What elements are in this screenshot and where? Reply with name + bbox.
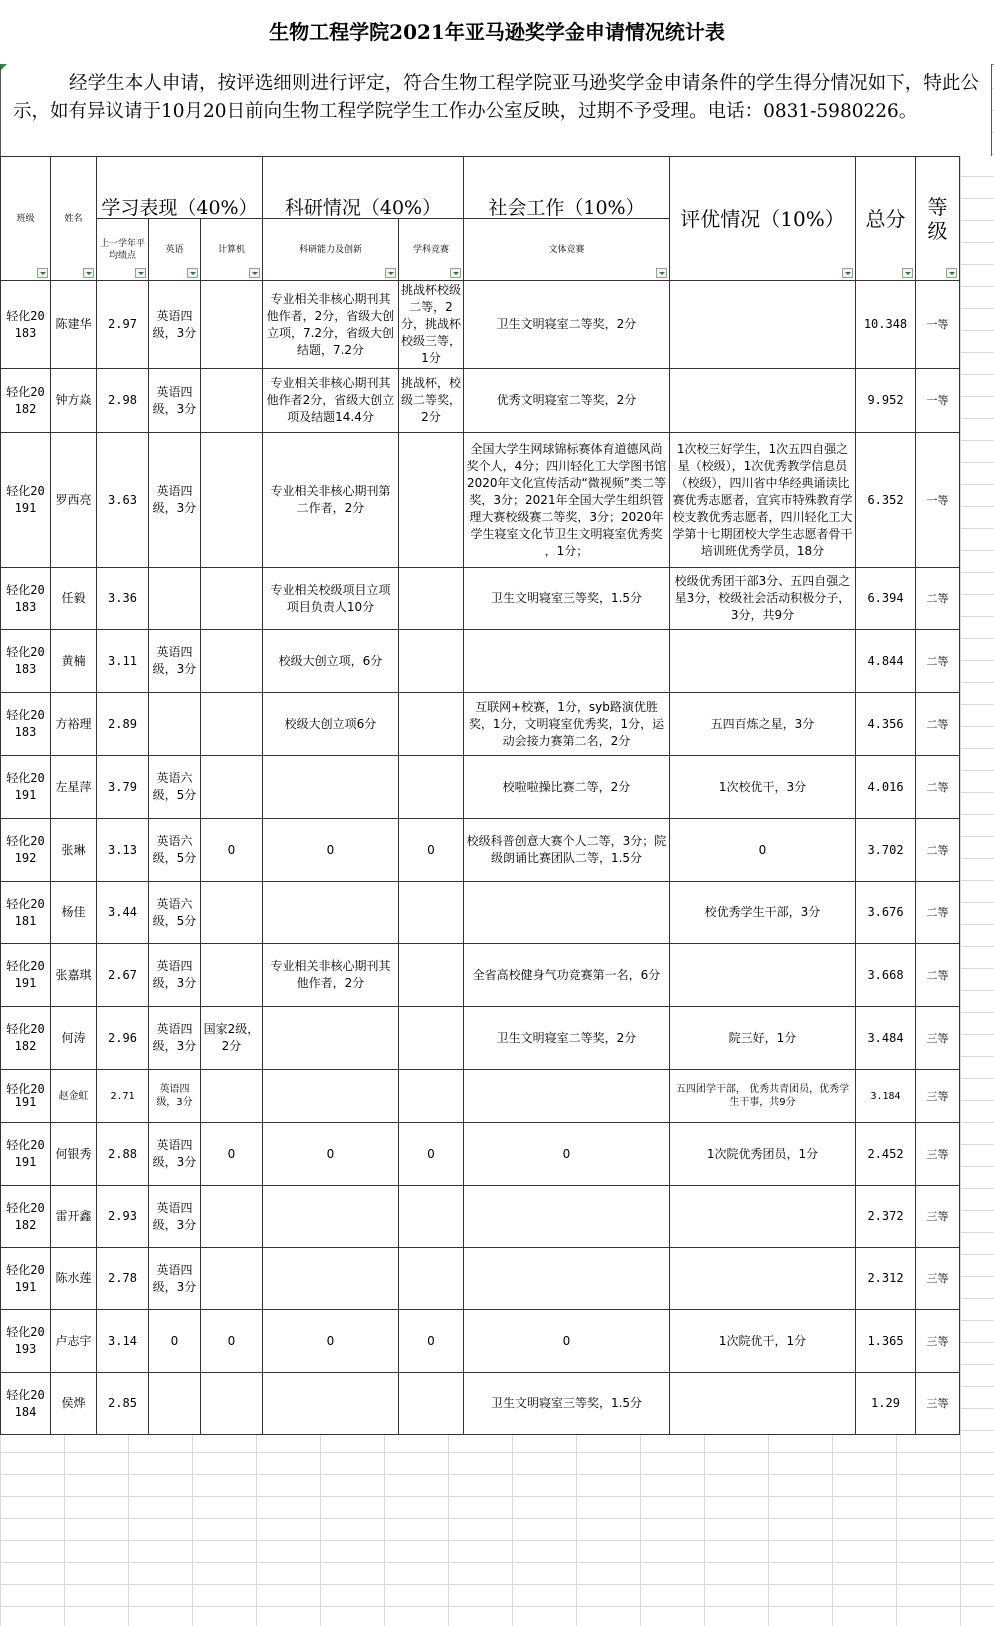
header-research-ability: 科研能力及创新: [263, 219, 399, 281]
computer-cell[interactable]: [201, 281, 263, 369]
subject-comp-cell[interactable]: [399, 1186, 464, 1248]
total-cell[interactable]: 6.352: [856, 433, 916, 568]
name-cell[interactable]: 卢志宇: [51, 1310, 97, 1373]
class-cell[interactable]: 轻化20182: [1, 1007, 51, 1070]
grade-cell[interactable]: 二等: [916, 693, 960, 756]
culture-comp-cell[interactable]: [464, 1070, 670, 1123]
grade-cell[interactable]: 三等: [916, 1123, 960, 1186]
research-cell[interactable]: 校级大创立项，6分: [263, 630, 399, 693]
name-cell[interactable]: 任毅: [51, 568, 97, 630]
grade-cell[interactable]: 二等: [916, 944, 960, 1007]
grade-cell[interactable]: 二等: [916, 568, 960, 630]
grade-cell[interactable]: 三等: [916, 1373, 960, 1435]
total-cell[interactable]: 3.184: [856, 1070, 916, 1123]
subject-comp-cell[interactable]: 0: [399, 819, 464, 882]
name-cell[interactable]: 罗西亮: [51, 433, 97, 568]
filter-dropdown-icon[interactable]: [187, 268, 198, 278]
award-cell[interactable]: [670, 1373, 856, 1435]
header-total: 总分: [856, 157, 916, 281]
english-cell[interactable]: 英语四级，3分: [149, 281, 201, 369]
total-cell[interactable]: 1.29: [856, 1373, 916, 1435]
table-row: [1, 1248, 960, 1310]
class-cell[interactable]: 轻化20184: [1, 1373, 51, 1435]
subject-comp-cell[interactable]: [399, 1007, 464, 1070]
filter-dropdown-icon[interactable]: [946, 268, 957, 278]
grade-cell[interactable]: 一等: [916, 433, 960, 568]
gpa-cell[interactable]: 3.14: [97, 1310, 149, 1373]
total-cell[interactable]: 9.952: [856, 369, 916, 433]
grade-cell[interactable]: 三等: [916, 1186, 960, 1248]
name-cell[interactable]: 陈建华: [51, 281, 97, 369]
total-cell[interactable]: 3.676: [856, 882, 916, 944]
subject-comp-cell[interactable]: 0: [399, 1123, 464, 1186]
cell-comment-marker-icon: [1, 64, 7, 70]
name-cell[interactable]: 何银秀: [51, 1123, 97, 1186]
english-cell[interactable]: [149, 693, 201, 756]
header-study: 学习表现（40%）: [97, 157, 263, 219]
english-cell[interactable]: 英语四级，3分: [149, 630, 201, 693]
class-cell[interactable]: 轻化20183: [1, 568, 51, 630]
culture-comp-cell[interactable]: 全国大学生网球锦标赛体育道德风尚奖个人，4分；四川轻化工大学图书馆2020年文化宣传活动“微视频”类二等奖，3分；2021年全国大学生组织管理大赛校级赛二等奖，3分；2020年学生寝室文化节卫生文明寝室优秀奖 ，1分；: [464, 433, 670, 568]
total-cell[interactable]: 2.372: [856, 1186, 916, 1248]
header-grade: 等级: [916, 157, 960, 281]
total-cell[interactable]: 4.016: [856, 756, 916, 819]
culture-comp-cell[interactable]: 卫生文明寝室二等奖，2分: [464, 281, 670, 369]
grade-cell[interactable]: 三等: [916, 1310, 960, 1373]
subject-comp-cell[interactable]: [399, 944, 464, 1007]
header-gpa: 上一学年平均绩点: [97, 219, 149, 281]
filter-dropdown-icon[interactable]: [83, 268, 94, 278]
filter-dropdown-icon[interactable]: [249, 268, 260, 278]
table-row: [1, 433, 960, 568]
research-cell[interactable]: 专业相关非核心期刊其他作者，2分，省级大创立项，7.2分，省级大创结题，7.2分: [263, 281, 399, 369]
culture-comp-cell[interactable]: 卫生文明寝室三等奖，1.5分: [464, 568, 670, 630]
subject-comp-cell[interactable]: 0: [399, 1310, 464, 1373]
table-row: [1, 693, 960, 756]
total-cell[interactable]: 3.484: [856, 1007, 916, 1070]
computer-cell[interactable]: 0: [201, 1310, 263, 1373]
computer-cell[interactable]: [201, 1373, 263, 1435]
computer-cell[interactable]: [201, 756, 263, 819]
culture-comp-cell[interactable]: 0: [464, 1123, 670, 1186]
total-cell[interactable]: 2.452: [856, 1123, 916, 1186]
class-cell[interactable]: 轻化20182: [1, 1186, 51, 1248]
award-cell[interactable]: [670, 630, 856, 693]
notice-text: 经学生本人申请，按评选细则进行评定，符合生物工程学院亚马逊奖学金申请条件的学生得分情况如下，特此公示，如有异议请于10月20日前向生物工程学院学生工作办公室反映，过期不予受理。电话：0831-5980226。: [0, 64, 992, 156]
class-cell[interactable]: 轻化20191: [1, 944, 51, 1007]
filter-dropdown-icon[interactable]: [37, 268, 48, 278]
english-cell[interactable]: 0: [149, 1310, 201, 1373]
culture-comp-cell[interactable]: [464, 630, 670, 693]
class-cell[interactable]: 轻化20191: [1, 433, 51, 568]
header-english: 英语: [149, 219, 201, 281]
header-research: 科研情况（40%）: [263, 157, 464, 219]
award-cell[interactable]: [670, 281, 856, 369]
research-cell[interactable]: 专业相关非核心期刊其他作者2分，省级大创立项及结题14.4分: [263, 369, 399, 433]
table-row: [1, 819, 960, 882]
computer-cell[interactable]: [201, 1248, 263, 1310]
grade-cell[interactable]: 三等: [916, 1007, 960, 1070]
research-cell[interactable]: 专业相关校级项目立项项目负责人10分: [263, 568, 399, 630]
english-cell[interactable]: 英语四级，3分: [149, 433, 201, 568]
total-cell[interactable]: 10.348: [856, 281, 916, 369]
grade-cell[interactable]: 二等: [916, 630, 960, 693]
research-cell[interactable]: [263, 1248, 399, 1310]
english-cell[interactable]: [149, 568, 201, 630]
award-cell[interactable]: 五四百炼之星，3分: [670, 693, 856, 756]
class-cell[interactable]: 轻化20183: [1, 693, 51, 756]
table-row: [1, 1186, 960, 1248]
gpa-cell[interactable]: 3.44: [97, 882, 149, 944]
english-cell[interactable]: 英语六级，5分: [149, 756, 201, 819]
subject-comp-cell[interactable]: [399, 568, 464, 630]
class-cell[interactable]: 轻化20192: [1, 819, 51, 882]
name-cell[interactable]: 方裕理: [51, 693, 97, 756]
english-cell[interactable]: 英语四级，3分: [149, 1248, 201, 1310]
subject-comp-cell[interactable]: [399, 630, 464, 693]
computer-cell[interactable]: 0: [201, 1123, 263, 1186]
english-cell[interactable]: 英语四级，3分: [149, 1070, 201, 1123]
award-cell[interactable]: 1次校优干，3分: [670, 756, 856, 819]
computer-cell[interactable]: 国家2级，2分: [201, 1007, 263, 1070]
grade-cell[interactable]: 三等: [916, 1248, 960, 1310]
award-cell[interactable]: 1次院优干，1分: [670, 1310, 856, 1373]
english-cell[interactable]: 英语四级，3分: [149, 1186, 201, 1248]
award-cell[interactable]: [670, 369, 856, 433]
total-cell[interactable]: 1.365: [856, 1310, 916, 1373]
header-culture-comp: 文体竞赛: [464, 219, 670, 281]
name-cell[interactable]: 何涛: [51, 1007, 97, 1070]
name-cell[interactable]: 杨佳: [51, 882, 97, 944]
computer-cell[interactable]: [201, 369, 263, 433]
gpa-cell[interactable]: 2.67: [97, 944, 149, 1007]
research-cell[interactable]: 0: [263, 1310, 399, 1373]
table-row: [1, 630, 960, 693]
name-cell[interactable]: 张琳: [51, 819, 97, 882]
subject-comp-cell[interactable]: [399, 1070, 464, 1123]
award-cell[interactable]: [670, 1248, 856, 1310]
gpa-cell[interactable]: 2.89: [97, 693, 149, 756]
filter-dropdown-icon[interactable]: [656, 268, 667, 278]
class-cell[interactable]: 轻化20181: [1, 882, 51, 944]
gpa-cell[interactable]: 2.97: [97, 281, 149, 369]
class-cell[interactable]: 轻化20182: [1, 369, 51, 433]
header-class: 班级: [1, 157, 51, 281]
total-cell[interactable]: 4.356: [856, 693, 916, 756]
gpa-cell[interactable]: 2.88: [97, 1123, 149, 1186]
english-cell[interactable]: 英语六级，5分: [149, 819, 201, 882]
name-cell[interactable]: 张嘉琪: [51, 944, 97, 1007]
class-cell[interactable]: 轻化20183: [1, 281, 51, 369]
class-cell[interactable]: 轻化20191: [1, 1248, 51, 1310]
award-cell[interactable]: 校优秀学生干部，3分: [670, 882, 856, 944]
computer-cell[interactable]: [201, 1186, 263, 1248]
culture-comp-cell[interactable]: 卫生文明寝室三等奖，1.5分: [464, 1373, 670, 1435]
culture-comp-cell[interactable]: 校级科普创意大赛个人二等，3分；院级朗诵比赛团队二等，1.5分: [464, 819, 670, 882]
research-cell[interactable]: 专业相关非核心期刊其他作者，2分: [263, 944, 399, 1007]
culture-comp-cell[interactable]: [464, 1248, 670, 1310]
research-cell[interactable]: 0: [263, 819, 399, 882]
name-cell[interactable]: 雷开鑫: [51, 1186, 97, 1248]
award-cell[interactable]: 0: [670, 819, 856, 882]
subject-comp-cell[interactable]: [399, 1248, 464, 1310]
name-cell[interactable]: 左星萍: [51, 756, 97, 819]
research-cell[interactable]: 0: [263, 1123, 399, 1186]
gpa-cell[interactable]: 2.93: [97, 1186, 149, 1248]
subject-comp-cell[interactable]: 挑战杯校级二等，2分，挑战杯校级三等，1分: [399, 281, 464, 369]
grade-cell[interactable]: 一等: [916, 369, 960, 433]
research-cell[interactable]: [263, 882, 399, 944]
gpa-cell[interactable]: 3.79: [97, 756, 149, 819]
gpa-cell[interactable]: 3.13: [97, 819, 149, 882]
scholarship-table: [0, 156, 960, 1435]
research-cell[interactable]: [263, 1373, 399, 1435]
culture-comp-cell[interactable]: 互联网+校赛，1分，syb路演优胜奖，1分，文明寝室优秀奖，1分，运动会接力赛第二名，2分: [464, 693, 670, 756]
class-cell[interactable]: 轻化20191: [1, 1070, 51, 1123]
table-row: [1, 568, 960, 630]
english-cell[interactable]: 英语四级，3分: [149, 944, 201, 1007]
name-cell[interactable]: 钟方焱: [51, 369, 97, 433]
header-computer: 计算机: [201, 219, 263, 281]
research-cell[interactable]: [263, 1186, 399, 1248]
total-cell[interactable]: 3.668: [856, 944, 916, 1007]
research-cell[interactable]: 校级大创立项6分: [263, 693, 399, 756]
total-cell[interactable]: 4.844: [856, 630, 916, 693]
table-row: [1, 1070, 960, 1123]
award-cell[interactable]: [670, 1186, 856, 1248]
filter-dropdown-icon[interactable]: [135, 268, 146, 278]
gpa-cell[interactable]: 2.71: [97, 1070, 149, 1123]
header-subject-comp: 学科竞赛: [399, 219, 464, 281]
computer-cell[interactable]: [201, 882, 263, 944]
total-cell[interactable]: 6.394: [856, 568, 916, 630]
table-row: [1, 1310, 960, 1373]
total-cell[interactable]: 2.312: [856, 1248, 916, 1310]
gpa-cell[interactable]: 3.63: [97, 433, 149, 568]
culture-comp-cell[interactable]: 全省高校健身气功竞赛第一名，6分: [464, 944, 670, 1007]
english-cell[interactable]: 英语四级，3分: [149, 1007, 201, 1070]
name-cell[interactable]: 赵金虹: [51, 1070, 97, 1123]
english-cell[interactable]: 英语四级，3分: [149, 1123, 201, 1186]
gpa-cell[interactable]: 2.96: [97, 1007, 149, 1070]
filter-dropdown-icon[interactable]: [450, 268, 461, 278]
class-cell[interactable]: 轻化20183: [1, 630, 51, 693]
computer-cell[interactable]: [201, 568, 263, 630]
culture-comp-cell[interactable]: [464, 1186, 670, 1248]
computer-cell[interactable]: [201, 944, 263, 1007]
research-cell[interactable]: [263, 1007, 399, 1070]
table-row: [1, 369, 960, 433]
class-cell[interactable]: 轻化20191: [1, 756, 51, 819]
gpa-cell[interactable]: 3.11: [97, 630, 149, 693]
english-cell[interactable]: [149, 1373, 201, 1435]
award-cell[interactable]: 1次院优秀团员，1分: [670, 1123, 856, 1186]
grade-cell[interactable]: 二等: [916, 882, 960, 944]
table-row: [1, 944, 960, 1007]
grade-cell[interactable]: 二等: [916, 819, 960, 882]
grade-cell[interactable]: 一等: [916, 281, 960, 369]
award-cell[interactable]: 1次校三好学生，1次五四自强之星（校级），1次优秀教学信息员（校级），四川省中华经典诵读比赛优秀志愿者，宜宾市特殊教育学校支教优秀志愿者，四川轻化工大学第十七期团校大学生志愿者骨干培训班优秀学员，18分: [670, 433, 856, 568]
research-cell[interactable]: 专业相关非核心期刊第二作者，2分: [263, 433, 399, 568]
filter-dropdown-icon[interactable]: [842, 268, 853, 278]
culture-comp-cell[interactable]: 卫生文明寝室二等奖，2分: [464, 1007, 670, 1070]
gpa-cell[interactable]: 2.98: [97, 369, 149, 433]
culture-comp-cell[interactable]: 优秀文明寝室二等奖，2分: [464, 369, 670, 433]
subject-comp-cell[interactable]: [399, 882, 464, 944]
table-row: [1, 756, 960, 819]
award-cell[interactable]: [670, 944, 856, 1007]
computer-cell[interactable]: [201, 1070, 263, 1123]
research-cell[interactable]: [263, 1070, 399, 1123]
header-row-groups: [1, 157, 960, 219]
table-row: [1, 882, 960, 944]
filter-dropdown-icon[interactable]: [385, 268, 396, 278]
header-name: 姓名: [51, 157, 97, 281]
name-cell[interactable]: 陈水莲: [51, 1248, 97, 1310]
gpa-cell[interactable]: 3.36: [97, 568, 149, 630]
award-cell[interactable]: 院三好，1分: [670, 1007, 856, 1070]
grade-cell[interactable]: 二等: [916, 756, 960, 819]
table-row: [1, 1123, 960, 1186]
gpa-cell[interactable]: 2.78: [97, 1248, 149, 1310]
award-cell[interactable]: 五四团学干部， 优秀共青团员，优秀学生干事，共9分: [670, 1070, 856, 1123]
table-row: [1, 1373, 960, 1435]
subject-comp-cell[interactable]: [399, 433, 464, 568]
header-social: 社会工作（10%）: [464, 157, 670, 219]
class-cell[interactable]: 轻化20191: [1, 1123, 51, 1186]
name-cell[interactable]: 侯烨: [51, 1373, 97, 1435]
table-row: [1, 1007, 960, 1070]
award-cell[interactable]: 校级优秀团干部3分、五四自强之星3分，校级社会活动积极分子，3分，共9分: [670, 568, 856, 630]
computer-cell[interactable]: [201, 693, 263, 756]
subject-comp-cell[interactable]: [399, 1373, 464, 1435]
culture-comp-cell[interactable]: 0: [464, 1310, 670, 1373]
research-cell[interactable]: [263, 756, 399, 819]
total-cell[interactable]: 3.702: [856, 819, 916, 882]
english-cell[interactable]: 英语六级，5分: [149, 882, 201, 944]
computer-cell[interactable]: 0: [201, 819, 263, 882]
english-cell[interactable]: 英语四级，3分: [149, 369, 201, 433]
computer-cell[interactable]: [201, 433, 263, 568]
page-title: 生物工程学院2021年亚马逊奖学金申请情况统计表: [0, 0, 994, 65]
table-row: [1, 281, 960, 369]
gpa-cell[interactable]: 2.85: [97, 1373, 149, 1435]
culture-comp-cell[interactable]: [464, 882, 670, 944]
grade-cell[interactable]: 三等: [916, 1070, 960, 1123]
class-cell[interactable]: 轻化20193: [1, 1310, 51, 1373]
subject-comp-cell[interactable]: 挑战杯，校级二等奖，2分: [399, 369, 464, 433]
subject-comp-cell[interactable]: [399, 756, 464, 819]
computer-cell[interactable]: [201, 630, 263, 693]
culture-comp-cell[interactable]: 校啦啦操比赛二等，2分: [464, 756, 670, 819]
name-cell[interactable]: 黄楠: [51, 630, 97, 693]
filter-dropdown-icon[interactable]: [902, 268, 913, 278]
subject-comp-cell[interactable]: [399, 693, 464, 756]
header-award: 评优情况（10%）: [670, 157, 856, 281]
